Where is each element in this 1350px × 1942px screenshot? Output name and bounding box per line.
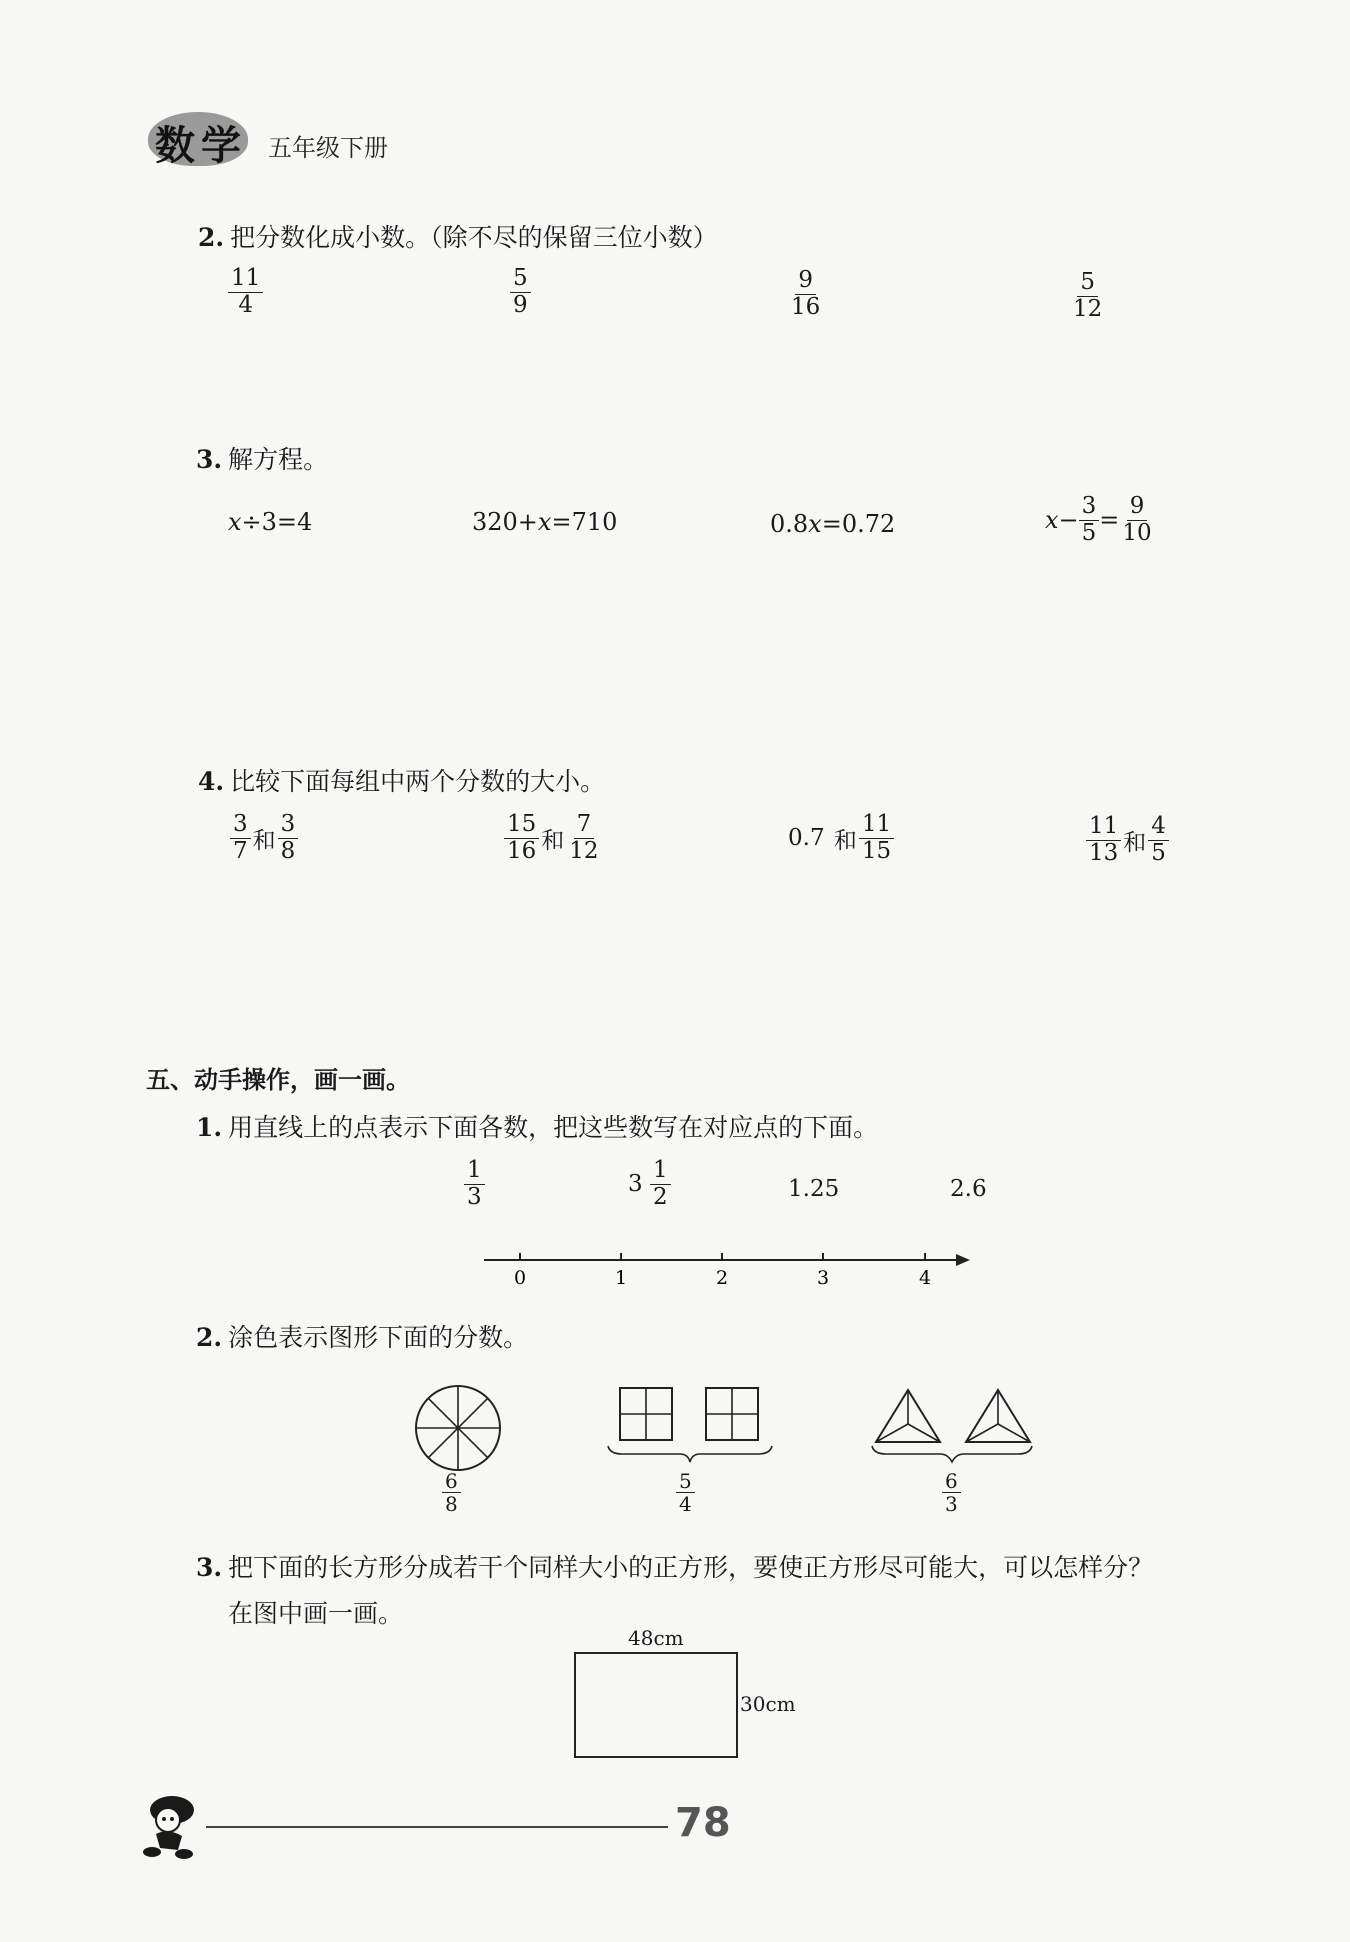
fraction: $\frac{1}{3}$ xyxy=(464,1158,485,1211)
s5-q2-text: 涂色表示图形下面的分数。 xyxy=(228,1323,529,1352)
s5-q3-text-line2: 在图中画一画。 xyxy=(228,1599,404,1628)
compare-pair-1: $\frac{3}{7}$ 和 $\frac{3}{8}$ xyxy=(230,812,298,865)
page-number: 78 xyxy=(675,1800,731,1846)
number-line xyxy=(470,1240,990,1300)
two-triangles-thirds-figure xyxy=(868,1386,1040,1466)
q2-item-3 xyxy=(788,268,823,321)
q4-number: 4. xyxy=(198,767,225,796)
triangles-fraction xyxy=(942,1470,961,1516)
compare-pair-3: 0.7 和 $\frac{11}{15}$ xyxy=(788,812,894,865)
footer-rule xyxy=(206,1826,668,1828)
two-squares-quarters-figure xyxy=(602,1384,778,1464)
number-one-third xyxy=(464,1158,485,1211)
fraction: $\frac{3}{7}$ xyxy=(230,812,251,865)
fraction: $\frac{9}{16}$ xyxy=(791,267,821,320)
svg-text:2: 2 xyxy=(715,1267,729,1289)
fraction: $\frac{5}{12}$ xyxy=(1073,269,1103,322)
equation-1: x ÷3=4 xyxy=(228,508,313,536)
circle-fraction xyxy=(442,1470,461,1516)
s5-q2-number: 2. xyxy=(196,1323,223,1352)
number-three-and-half: 3 $\frac{1}{2}$ xyxy=(628,1158,671,1211)
fraction: $\frac{9}{10}$ xyxy=(1122,493,1152,546)
svg-text:4: 4 xyxy=(918,1267,932,1289)
svg-text:1: 1 xyxy=(614,1267,628,1289)
q4-heading xyxy=(198,762,605,798)
s5-q2-heading xyxy=(196,1318,528,1354)
fraction: $\frac{6}{8}$ xyxy=(442,1470,461,1516)
number-1-25: 1.25 xyxy=(788,1176,840,1202)
tick-0 xyxy=(514,1253,526,1289)
s5-q1-number: 1. xyxy=(196,1113,223,1142)
fraction: $\frac{11}{15}$ xyxy=(859,812,894,865)
equation-4: x − $\frac{3}{5}$ = $\frac{9}{10}$ xyxy=(1045,494,1155,547)
q2-item-2 xyxy=(510,266,531,319)
tick-4 xyxy=(919,1253,931,1289)
q2-item-1 xyxy=(228,266,263,319)
tick-1 xyxy=(615,1253,627,1289)
fraction: $\frac{5}{4}$ xyxy=(676,1470,695,1516)
squares-fraction xyxy=(676,1470,695,1516)
s5-q3-number: 3. xyxy=(196,1553,223,1582)
s5-q3-text: 把下面的长方形分成若干个同样大小的正方形，要使正方形尽可能大，可以怎样分？ xyxy=(228,1553,1154,1582)
section-5-title: 五、动手操作，画一画。 xyxy=(146,1066,410,1094)
fraction: $\frac{7}{12}$ xyxy=(569,811,599,864)
tick-3 xyxy=(817,1253,829,1289)
fraction: $\frac{6}{3}$ xyxy=(942,1470,961,1516)
svg-text:3: 3 xyxy=(816,1267,830,1289)
tick-2 xyxy=(716,1253,728,1289)
q3-number: 3. xyxy=(196,445,223,474)
mascot-icon xyxy=(138,1790,204,1862)
subject-title: 数学 xyxy=(155,123,247,169)
number-2-6: 2.6 xyxy=(950,1176,987,1202)
s5-q1-text: 用直线上的点表示下面各数，把这些数写在对应点的下面。 xyxy=(228,1113,879,1142)
q2-number: 2. xyxy=(198,223,225,252)
compare-pair-4: $\frac{11}{13}$ 和 $\frac{4}{5}$ xyxy=(1086,814,1169,867)
s5-q3-heading xyxy=(196,1548,1153,1584)
circle-eighths-figure xyxy=(410,1380,506,1476)
rectangle-figure xyxy=(574,1652,738,1758)
svg-text:0: 0 xyxy=(513,1267,527,1289)
q2-text: 把分数化成小数。（除不尽的保留三位小数） xyxy=(230,223,718,252)
fraction: $\frac{5}{9}$ xyxy=(510,266,531,319)
fraction: $\frac{3}{5}$ xyxy=(1079,494,1100,547)
fraction: $\frac{1}{2}$ xyxy=(650,1158,671,1211)
fraction: $\frac{11}{13}$ xyxy=(1086,814,1121,867)
q2-heading xyxy=(198,218,718,254)
fraction: $\frac{15}{16}$ xyxy=(504,812,539,865)
rectangle-height-label: 30cm xyxy=(740,1692,796,1716)
q3-heading xyxy=(196,440,328,476)
s5-q1-heading xyxy=(196,1108,878,1144)
grade-label: 五年级下册 xyxy=(268,134,388,162)
q2-item-4 xyxy=(1070,270,1105,323)
number-line-arrow xyxy=(956,1254,970,1266)
rectangle-width-label: 48cm xyxy=(628,1626,684,1650)
equation-2: 320+ x =710 xyxy=(472,508,618,536)
fraction: $\frac{3}{8}$ xyxy=(278,812,299,865)
equation-3: 0.8 x =0.72 xyxy=(770,510,896,538)
fraction: $\frac{4}{5}$ xyxy=(1148,814,1169,867)
fraction: $\frac{11}{4}$ xyxy=(228,266,263,319)
compare-pair-2: $\frac{15}{16}$ 和 $\frac{7}{12}$ xyxy=(504,812,602,865)
q4-text: 比较下面每组中两个分数的大小。 xyxy=(230,767,606,796)
q3-text: 解方程。 xyxy=(228,445,329,474)
